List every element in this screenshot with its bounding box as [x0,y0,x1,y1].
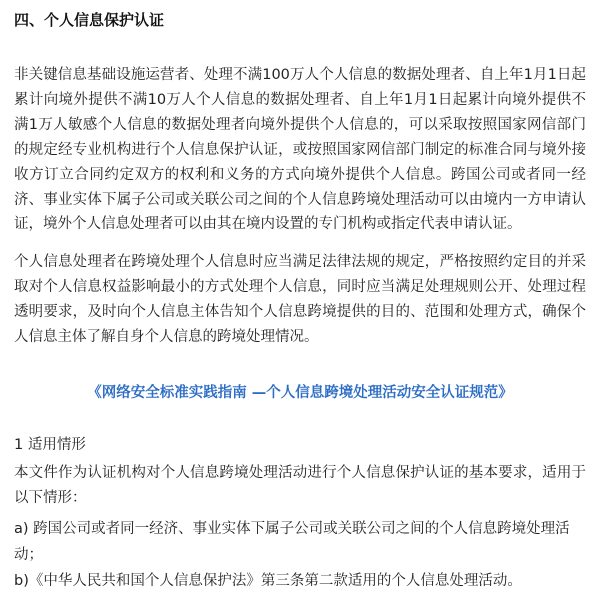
section-heading: 四、个人信息保护认证 [14,11,165,29]
standard-title: 《网络安全标准实践指南 —个人信息跨境处理活动安全认证规范》 [87,385,513,401]
paragraph-processor-obligations: 个人信息处理者在跨境处理个人信息时应当满足法律法规的规定，严格按照约定目的并采取对个人信息权益影响最小的方式处理个人信息，同时应当满足处理规则公开、处理过程透明要求，及时向个人信息主体告知个人信息跨境提供的目的、范围和处理方式，确保个人信息主体了解自身个人信息的跨境处理情况。 [14,254,586,345]
applicable-scenarios-title: 1 适用情形 [14,437,86,453]
paragraph-certification-scope: 非关键信息基础设施运营者、处理不满100万人个人信息的数据处理者、自上年1月1日起累计向境外提供不满10万人个人信息的数据处理者、自上年1月1日起累计向境外提供不满1万人敏感个人信息的数据处理者向境外提供个人信息的，可以采取按照国家网信部门的规定经专业机构进行个人信息保护认证，或按照国家网信部门制定的标准合同与境外接收方订立合同约定双方的权利和义务的方式向境外提供个人信息。跨国公司或者同一经济、事业实体下属子公司或关联公司之间的个人信息跨境处理活动可以由境内一方申请认证，境外个人信息处理者可以由其在境内设置的专门机构或指定代表申请认证。 [14,67,586,233]
list-item: b)《中华人民共和国个人信息保护法》第三条第二款适用的个人信息处理活动。 [14,573,522,589]
list-item: a) 跨国公司或者同一经济、事业实体下属子公司或关联公司之间的个人信息跨境处理活动； [14,521,570,563]
applicable-scenarios-intro: 本文件作为认证机构对个人信息跨境处理活动进行个人信息保护认证的基本要求，适用于以下情形： [14,465,586,506]
